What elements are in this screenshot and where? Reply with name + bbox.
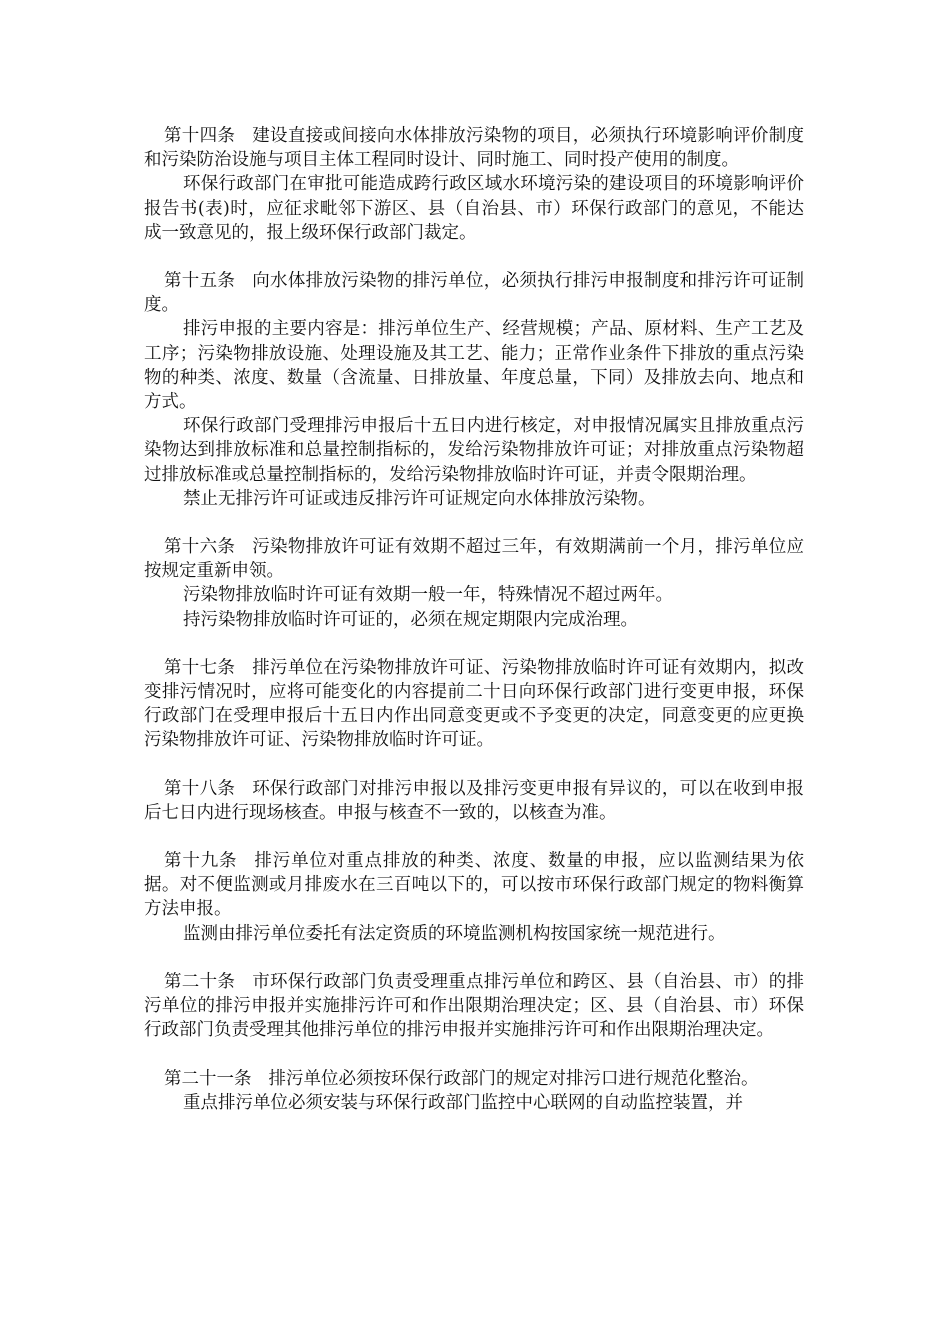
article-number: 第二十一条 — [164, 1068, 252, 1089]
article-16-paragraph-2: 污染物排放临时许可证有效期一般一年，特殊情况不超过两年。 — [183, 585, 673, 606]
article-15-paragraph-4: 禁止无排污许可证或违反排污许可证规定向水体排放污染物。 — [183, 488, 656, 509]
article-21-paragraph-2: 重点排污单位必须安装与环保行政部门监控中心联网的自动监控装置，并 — [183, 1092, 743, 1113]
article-18 — [144, 777, 804, 825]
article-text: 向水体排放污染物的排污单位，必须执行排污申报制度和排污许可证制度。 — [144, 271, 805, 316]
article-16-paragraph-3: 持污染物排放临时许可证的，必须在规定期限内完成治理。 — [183, 609, 638, 630]
article-14 — [144, 124, 804, 245]
article-number: 第十六条 — [164, 537, 236, 558]
article-15-paragraph-2: 排污申报的主要内容是：排污单位生产、经营规模；产品、原材料、生产工艺及工序；污染物排放设施、处理设施及其工艺、能力；正常作业条件下排放的重点污染物的种类、浓度、数量（含流量、日排放量、年度总量，下同）及排放去向、地点和方式。 — [144, 319, 804, 413]
article-21 — [144, 1067, 804, 1115]
document-page — [144, 124, 804, 1139]
article-15 — [144, 269, 804, 511]
article-19 — [144, 849, 804, 946]
article-15-first-paragraph — [144, 269, 804, 317]
article-number: 第十四条 — [164, 126, 236, 146]
article-number: 第二十条 — [164, 971, 236, 992]
article-text: 建设直接或间接向水体排放污染物的项目，必须执行环境影响评价制度和污染防治设施与项目主体工程同时设计、同时施工、同时投产使用的制度。 — [144, 126, 805, 171]
article-16 — [144, 535, 804, 632]
article-18-first-paragraph — [144, 777, 804, 825]
article-15-paragraph-3: 环保行政部门受理排污申报后十五日内进行核定，对申报情况属实且排放重点污染物达到排放标准和总量控制指标的，发给污染物排放许可证；对排放重点污染物超过排放标准或总量控制指标的，发给污染物排放临时许可证，并责令限期治理。 — [144, 416, 804, 485]
article-21-first-paragraph — [144, 1067, 804, 1091]
article-16-first-paragraph — [144, 535, 804, 583]
article-text: 排污单位在污染物排放许可证、污染物排放临时许可证有效期内，拟改变排污情况时，应将可能变化的内容提前二十日向环保行政部门进行变更申报，环保行政部门在受理申报后十五日内作出同意变更或不予变更的决定，同意变更的应更换污染物排放许可证、污染物排放临时许可证。 — [144, 657, 805, 751]
article-text: 环保行政部门对排污申报以及排污变更申报有异议的，可以在收到申报后七日内进行现场核查。申报与核查不一致的，以核查为准。 — [144, 778, 805, 823]
article-17 — [144, 656, 804, 753]
article-17-first-paragraph — [144, 656, 804, 753]
article-19-first-paragraph — [144, 849, 804, 922]
article-number: 第十七条 — [164, 657, 236, 678]
article-text: 排污单位对重点排放的种类、浓度、数量的申报，应以监测结果为依据。对不便监测或月排废水在三百吨以下的，可以按市环保行政部门规定的物料衡算方法申报。 — [144, 851, 805, 920]
article-20-first-paragraph — [144, 970, 804, 1043]
article-text: 市环保行政部门负责受理重点排污单位和跨区、县（自治县、市）的排污单位的排污申报并实施排污许可和作出限期治理决定；区、县（自治县、市）环保行政部门负责受理其他排污单位的排污申报并实施排污许可和作出限期治理决定。 — [144, 971, 805, 1041]
article-14-first-paragraph — [144, 124, 804, 172]
article-text: 污染物排放许可证有效期不超过三年，有效期满前一个月，排污单位应按规定重新申领。 — [144, 537, 805, 582]
article-20 — [144, 970, 804, 1043]
article-14-paragraph-2: 环保行政部门在审批可能造成跨行政区域水环境污染的建设项目的环境影响评价报告书(表)时，应征求毗邻下游区、县（自治县、市）环保行政部门的意见，不能达成一致意见的，报上级环保行政部门裁定。 — [144, 174, 804, 243]
article-number: 第十五条 — [164, 271, 236, 292]
article-number: 第十八条 — [164, 778, 236, 799]
article-number: 第十九条 — [164, 851, 238, 872]
article-19-paragraph-2: 监测由排污单位委托有法定资质的环境监测机构按国家统一规范进行。 — [183, 923, 726, 944]
article-text: 排污单位必须按环保行政部门的规定对排污口进行规范化整治。 — [268, 1068, 759, 1089]
